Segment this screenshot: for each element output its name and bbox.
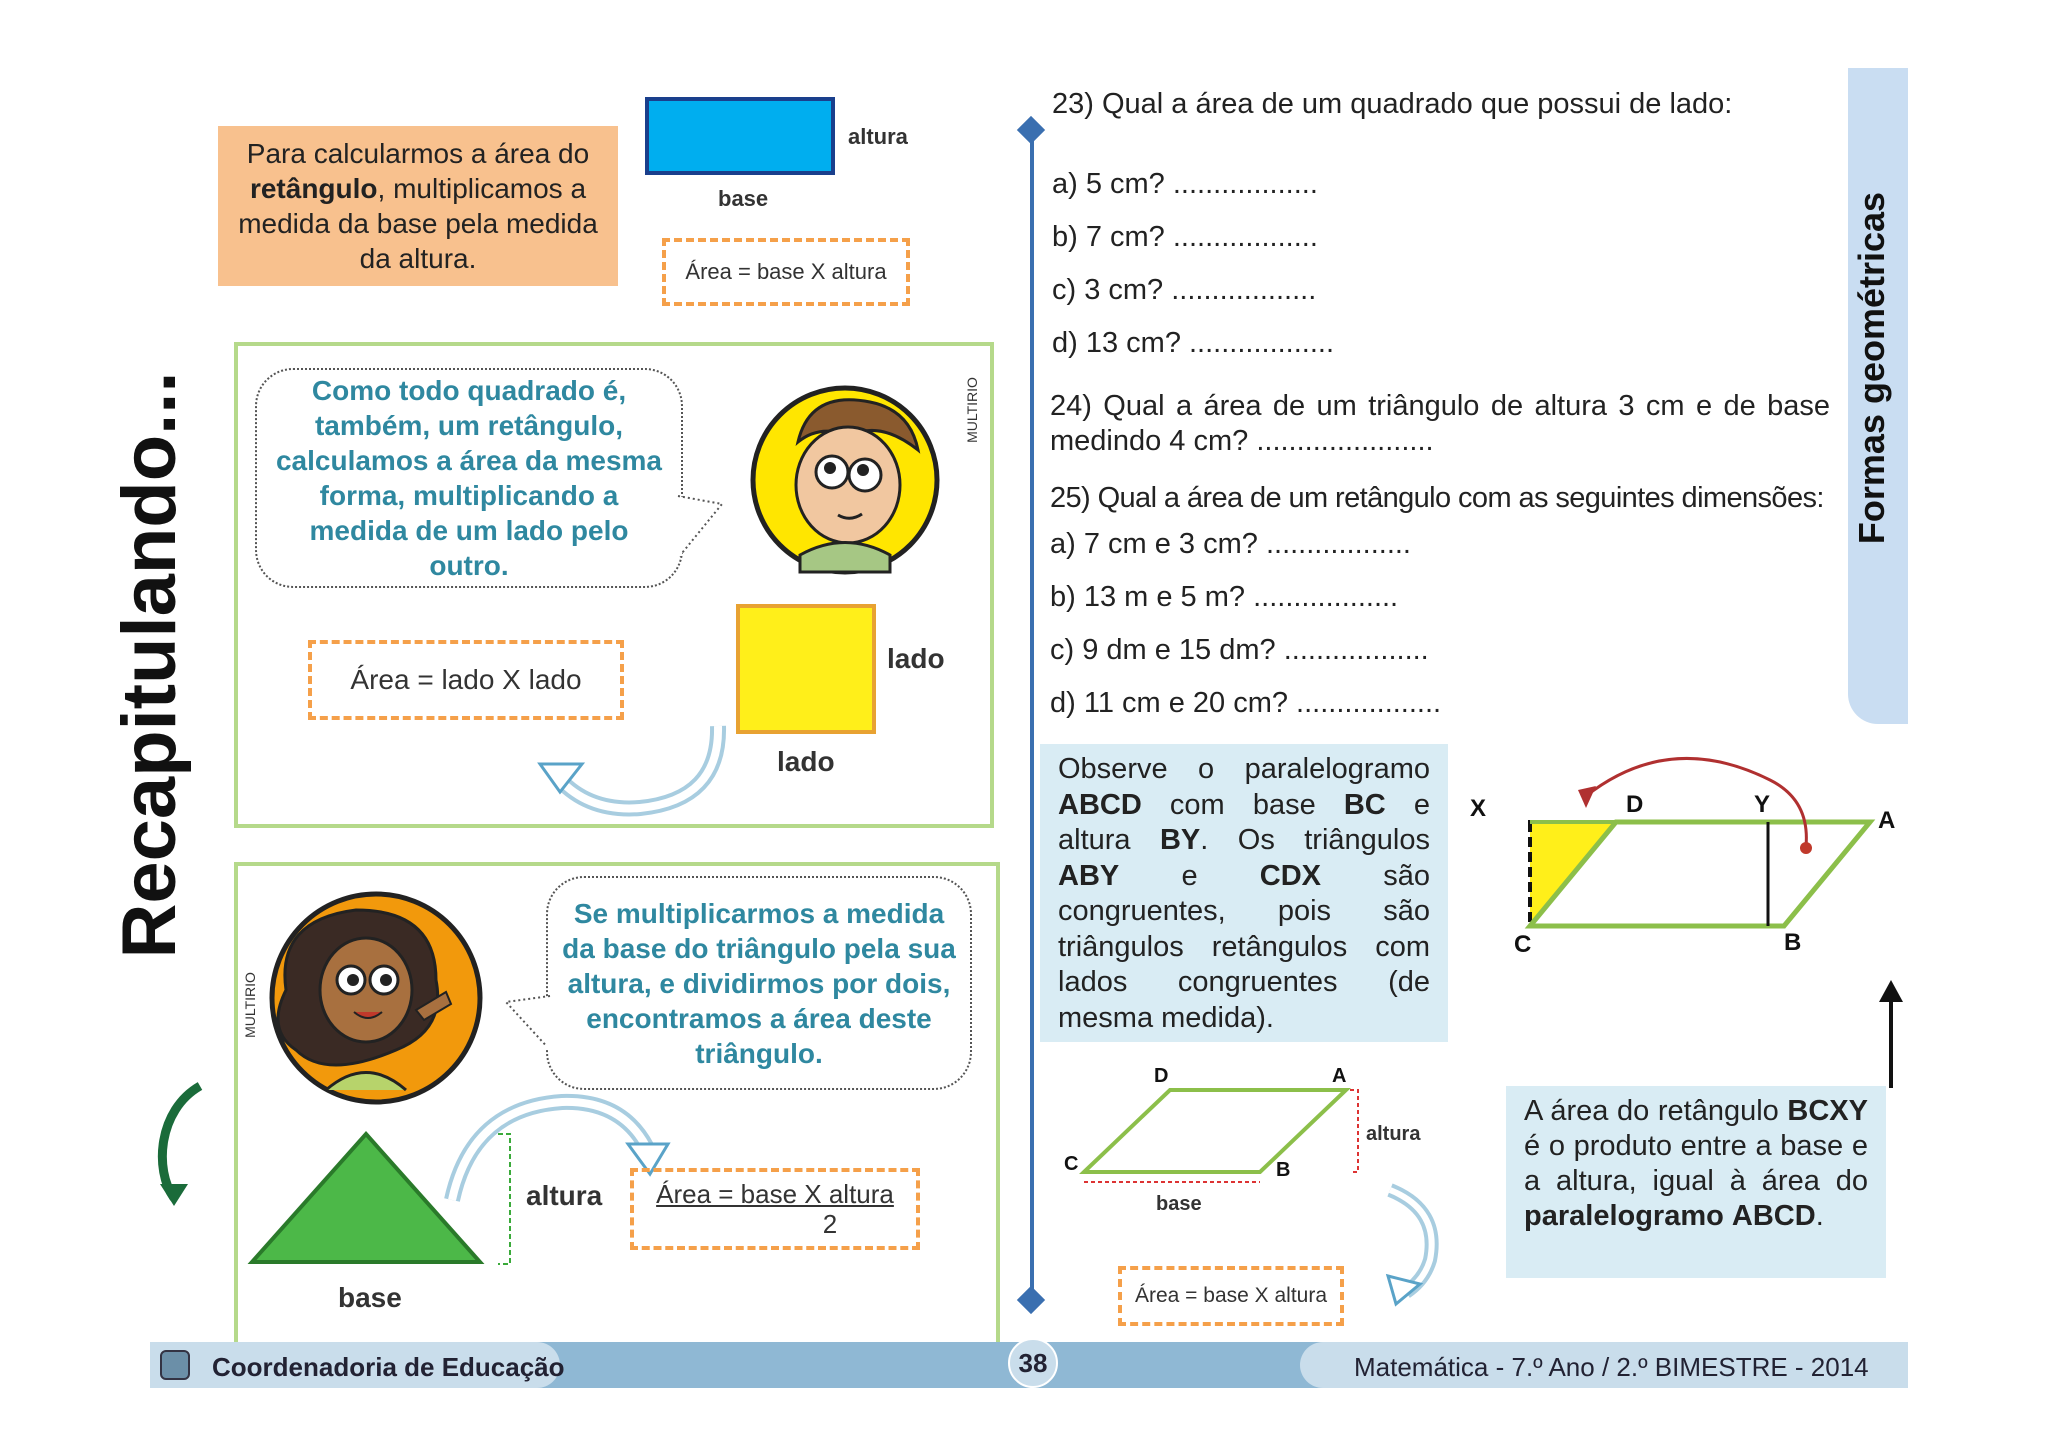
rectangle-area-note: A área do retângulo BCXY é o produto entre a base e a altura, igual à área do paralelogramo ABCD. xyxy=(1506,1086,1886,1278)
point-Y: Y xyxy=(1754,791,1771,818)
small-point-B: B xyxy=(1276,1159,1291,1181)
small-point-D: D xyxy=(1154,1065,1169,1087)
square-bottom-label: lado xyxy=(777,746,835,777)
triangle-formula-denominator: 2 xyxy=(822,1209,838,1239)
up-arrow-icon xyxy=(1876,980,1906,1090)
small-parallelogram xyxy=(1060,1060,1430,1230)
q23-item-c: c) 3 cm? .................. xyxy=(1052,274,1317,306)
question-23: 23) Qual a área de um quadrado que possui de lado: xyxy=(1052,88,1733,120)
rect-base-label: base xyxy=(718,186,769,211)
point-B: B xyxy=(1784,929,1802,956)
square-side-label: lado xyxy=(887,643,945,674)
rectangle-rule-box: Para calcularmos a área do retângulo, multiplicamos a medida da base pela medida da altura. xyxy=(218,126,618,286)
triangle-altura-label: altura xyxy=(526,1180,603,1211)
point-C: C xyxy=(1514,931,1532,958)
bubble-tail-2 xyxy=(502,990,552,1080)
q23-item-a: a) 5 cm? .................. xyxy=(1052,168,1318,200)
triangle-speech-bubble: Se multiplicarmos a medida da base do triângulo pela sua altura, e dividirmos por dois, encontramos a área deste triângulo. xyxy=(546,876,972,1090)
multirio-logo-2 xyxy=(242,950,268,1060)
bubble-tail xyxy=(676,488,726,578)
small-point-A: A xyxy=(1332,1065,1347,1087)
center-divider xyxy=(1030,130,1034,1300)
parallelogram-diagram xyxy=(1450,750,1910,960)
rect-altura-label: altura xyxy=(848,124,908,149)
yellow-square xyxy=(736,604,876,734)
q25-item-b: b) 13 m e 5 m? .................. xyxy=(1050,581,1399,613)
section-title xyxy=(107,250,210,1080)
topic-tab xyxy=(1848,68,1908,724)
point-D: D xyxy=(1626,791,1644,818)
question-24-line2: medindo 4 cm? ...................... xyxy=(1050,425,1434,457)
point-A: A xyxy=(1878,807,1896,834)
multirio-logo xyxy=(964,360,990,460)
small-base-label: base xyxy=(1156,1193,1202,1215)
curved-arrow-icon xyxy=(530,720,730,820)
point-X: X xyxy=(1470,795,1487,822)
square-speech-bubble: Como todo quadrado é, também, um retângulo, calculamos a área da mesma forma, multiplicando a medida de um lado pelo outro. xyxy=(255,368,683,588)
small-altura-label: altura xyxy=(1366,1123,1421,1145)
footer-right-text: Matemática - 7.º Ano / 2.º BIMESTRE - 2014 xyxy=(1354,1352,1869,1382)
triangle-formula xyxy=(630,1168,920,1250)
small-point-C: C xyxy=(1064,1153,1079,1175)
triangle-formula-numerator: Área = base X altura xyxy=(656,1179,894,1209)
q25-item-c: c) 9 dm e 15 dm? .................. xyxy=(1050,634,1429,666)
return-arrow-icon xyxy=(150,1080,210,1210)
square-formula: Área = lado X lado xyxy=(308,640,624,720)
q25-item-d: d) 11 cm e 20 cm? .................. xyxy=(1050,687,1442,719)
parallelogram-formula: Área = base X altura xyxy=(1118,1266,1344,1326)
divider-diamond-bottom xyxy=(1017,1286,1045,1314)
q23-item-b: b) 7 cm? .................. xyxy=(1052,221,1318,253)
q25-item-a: a) 7 cm e 3 cm? .................. xyxy=(1050,528,1411,560)
rect-formula: Área = base X altura xyxy=(662,238,910,306)
curved-arrow-icon-3 xyxy=(1380,1180,1450,1310)
boy-character-icon xyxy=(750,380,940,580)
blue-rectangle xyxy=(645,97,835,175)
divider-diamond-top xyxy=(1017,116,1045,144)
parallelogram-note: Observe o paralelogramo ABCD com base BC e altura BY. Os triângulos ABY e CDX são congruentes, pois são triângulos retângulos com lados congruentes (de mesma medida). xyxy=(1040,744,1448,1042)
footer-left-text: Coordenadoria de Educação xyxy=(212,1352,565,1382)
triangle-base-label: base xyxy=(338,1282,402,1313)
svg-text:MULTIRIO: MULTIRIO xyxy=(964,377,980,443)
page-number: 38 xyxy=(1008,1338,1058,1388)
svg-text:Formas geométricas: Formas geométricas xyxy=(1851,191,1892,545)
coat-of-arms-icon xyxy=(160,1350,190,1380)
question-25: 25) Qual a área de um retângulo com as seguintes dimensões: xyxy=(1050,482,1824,514)
svg-text:MULTIRIO: MULTIRIO xyxy=(242,972,258,1038)
recapitulando-text: Recapitulando... xyxy=(107,371,192,959)
girl-character-icon xyxy=(246,880,492,1116)
question-24-line1: 24) Qual a área de um triângulo de altura 3 cm e de base xyxy=(1050,390,1830,422)
q23-item-d: d) 13 cm? .................. xyxy=(1052,327,1335,359)
